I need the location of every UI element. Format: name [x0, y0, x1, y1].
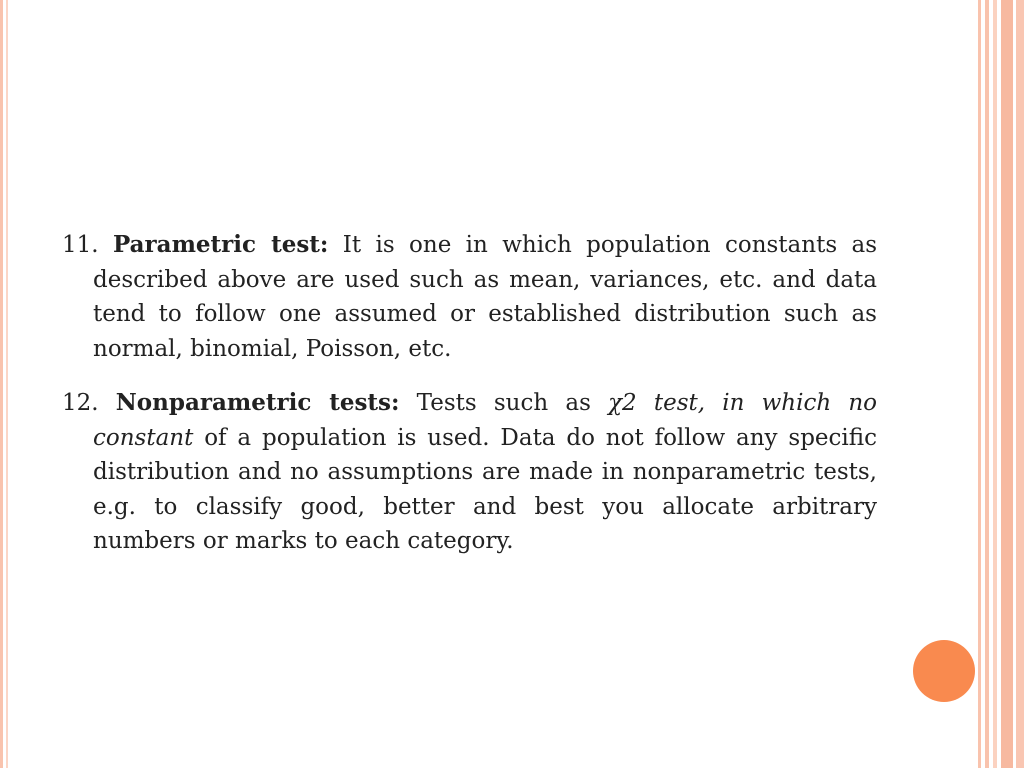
item-number: 12. [62, 390, 99, 416]
decorative-orange-circle [913, 640, 975, 702]
item-text: It is one in which population constants as described above are used such as mean, variances, etc. and data tend to follow one assumed or established distribution such as normal, binomial, Poisson, etc. [93, 232, 878, 362]
left-border-stripe-inner [6, 0, 8, 768]
right-border-stripe-2 [985, 0, 989, 768]
item-text: Tests such as [399, 390, 609, 416]
right-border-stripe-5 [1016, 0, 1024, 768]
item-term: Parametric test: [112, 231, 329, 258]
item-number: 11. [62, 232, 99, 258]
item-italic-text: χ2 test, in which no constant [93, 390, 878, 451]
list-item-nonparametric-tests [62, 386, 877, 559]
right-border-stripe-3 [993, 0, 997, 768]
right-border-stripe-4 [1001, 0, 1013, 768]
left-border-stripe [0, 0, 3, 768]
right-border-stripe-1 [978, 0, 981, 768]
item-term: Nonparametric tests: [115, 389, 400, 416]
list-item-parametric-test [62, 228, 877, 366]
item-text-continued: of a population is used. Data do not follow any specific distribution and no assumptions are made in nonparametric tests, e.g. to classify good, better and best you allocate arbitrary numbers or marks to each category. [93, 424, 877, 554]
slide-body [62, 228, 877, 579]
